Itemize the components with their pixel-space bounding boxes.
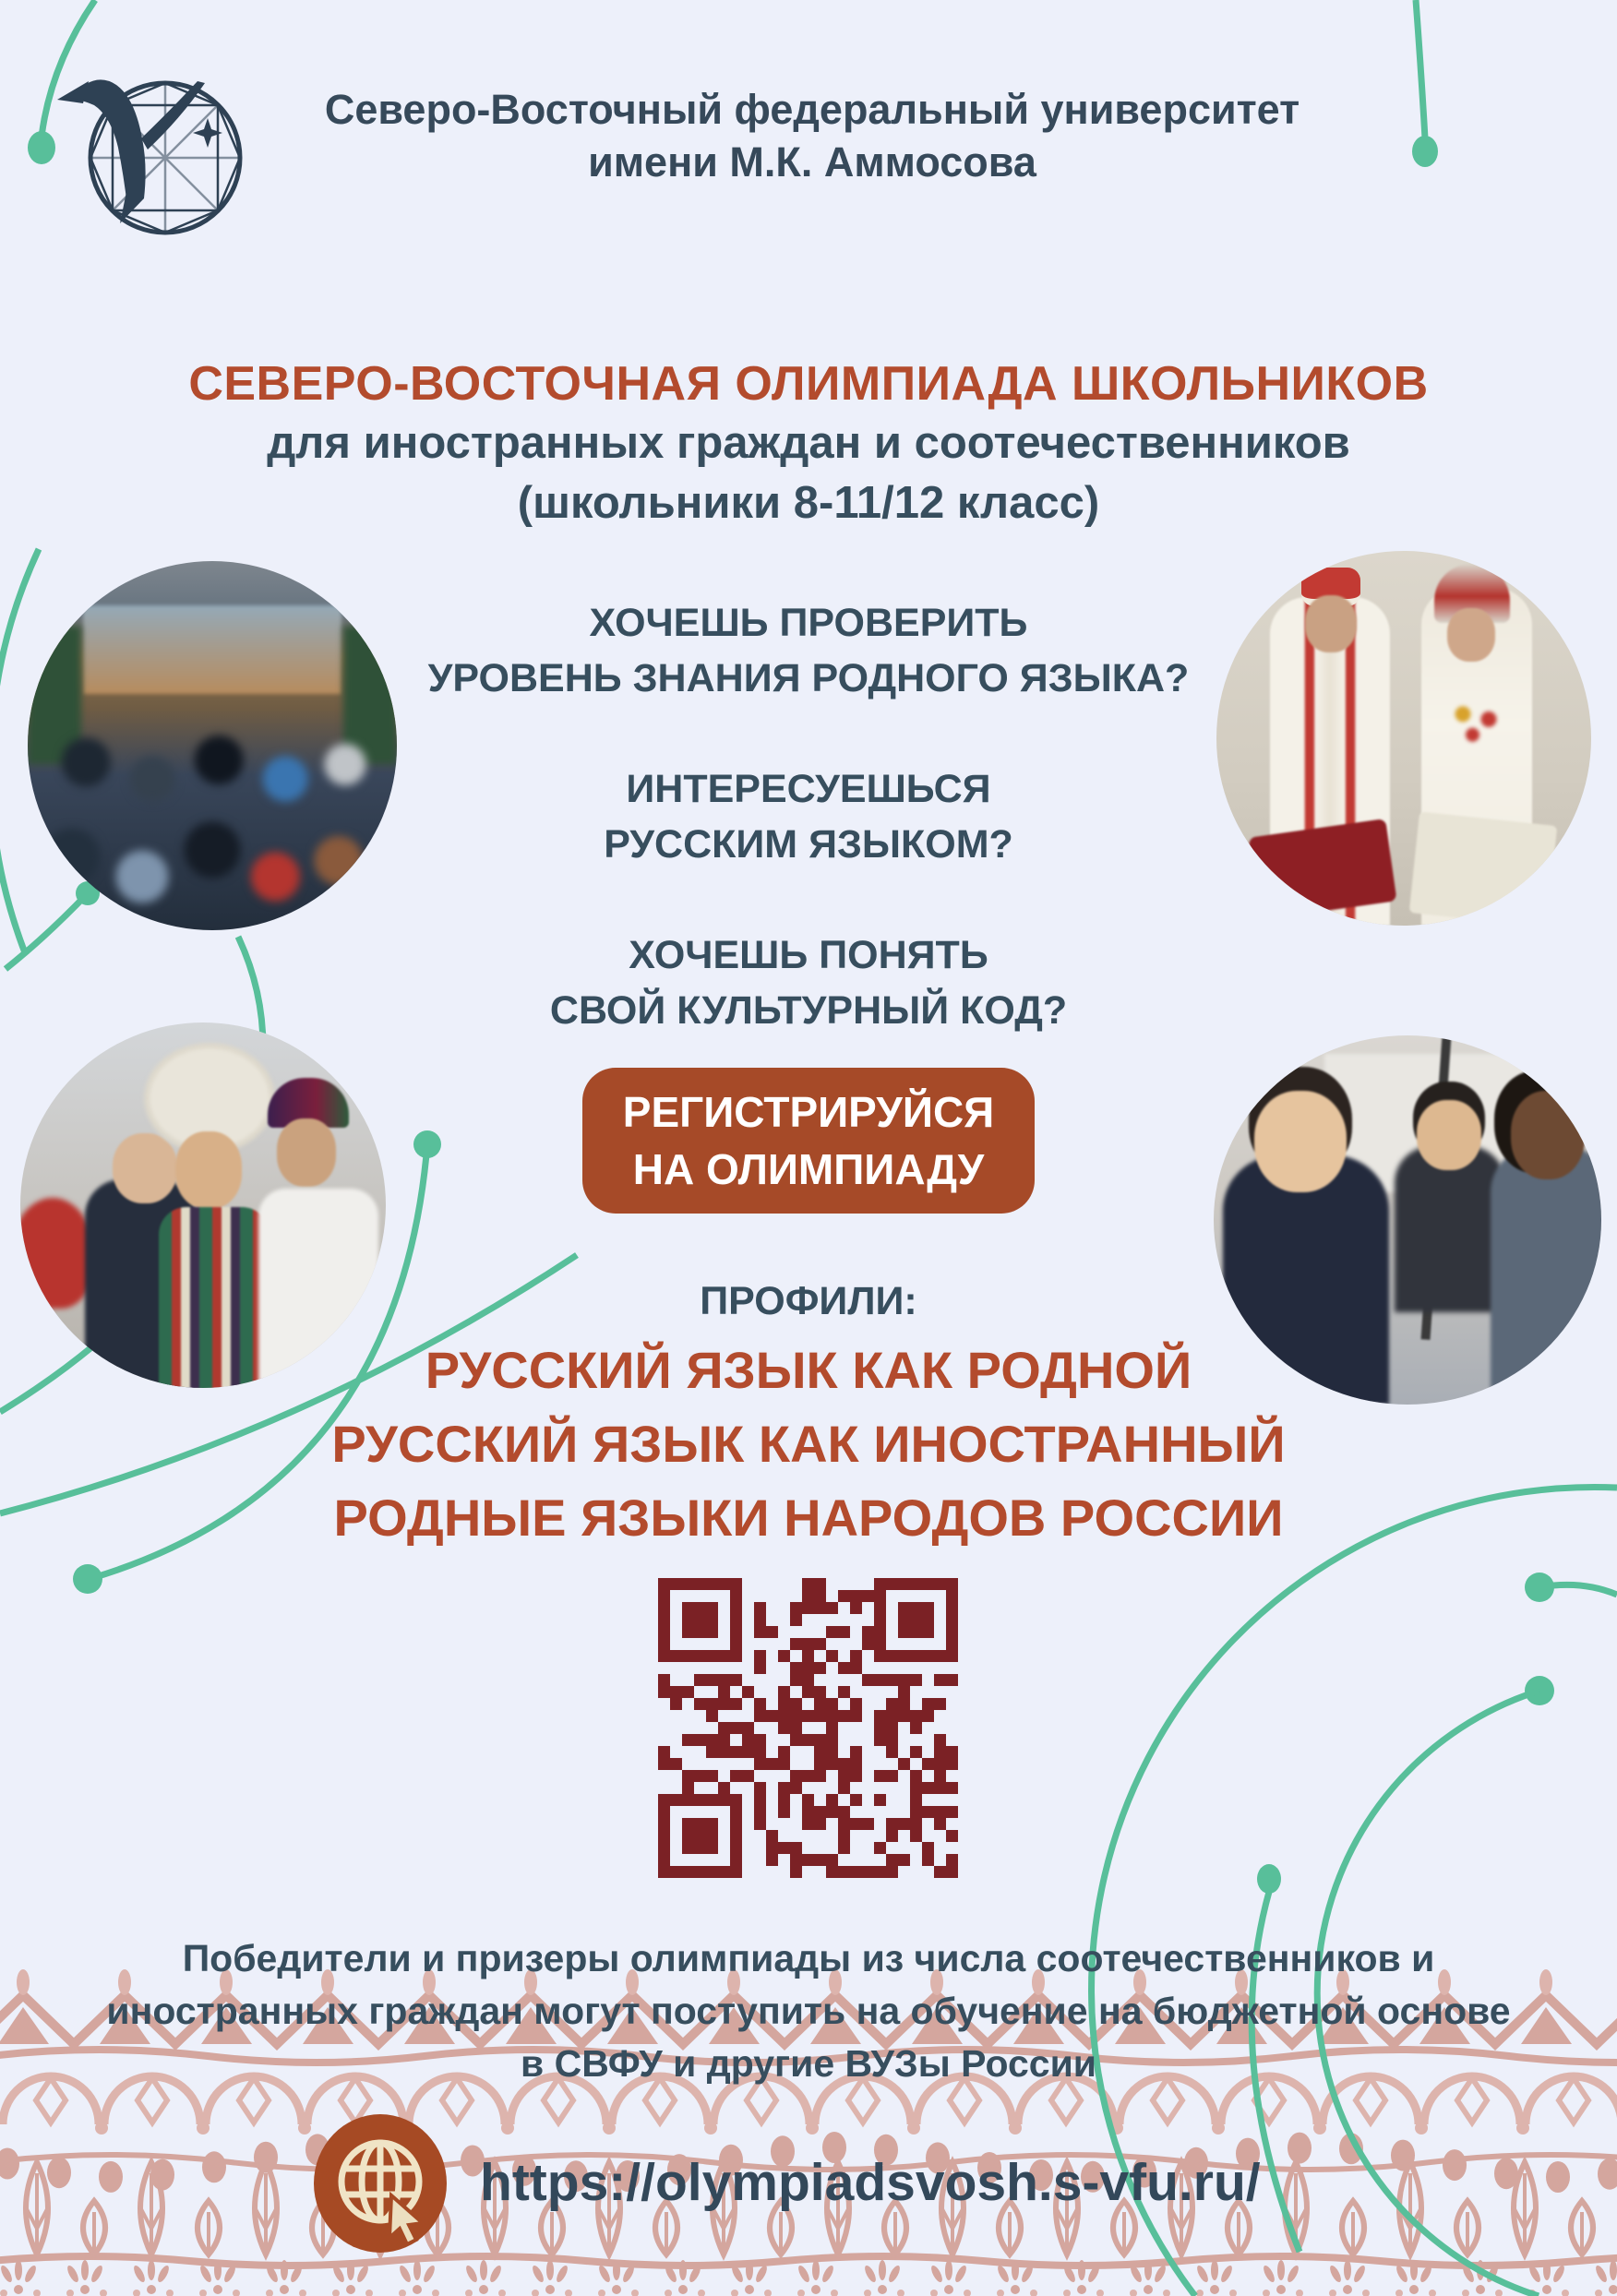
photo-figure (1417, 1100, 1481, 1170)
register-button-line1: РЕГИСТРИРУЙСЯ (622, 1088, 995, 1136)
photo-figure (277, 1118, 336, 1187)
register-button-line2: НА ОЛИМПИАДУ (632, 1145, 985, 1193)
question-native-language-line2: УРОВЕНЬ ЗНАНИЯ РОДНОГО ЯЗЫКА? (427, 656, 1190, 700)
footer-note-line1: Победители и призеры олимпиады из числа соотечественников и (182, 1937, 1435, 1979)
question-culture-line1: ХОЧЕШЬ ПОНЯТЬ (629, 933, 988, 977)
question-russian-line2: РУССКИМ ЯЗЫКОМ? (604, 822, 1013, 867)
question-culture-line2: СВОЙ КУЛЬТУРНЫЙ КОД? (549, 988, 1068, 1033)
footer-note-line3: в СВФУ и другие ВУЗы России (520, 2042, 1096, 2085)
photo-figure (175, 1131, 242, 1209)
university-name (277, 83, 1348, 188)
qr-code (658, 1578, 958, 1878)
question-native-language-line1: ХОЧЕШЬ ПРОВЕРИТЬ (589, 601, 1028, 645)
photo-figure (1254, 1091, 1347, 1192)
website-url[interactable]: https://olympiadsvosh.s-vfu.ru/ (480, 2153, 1261, 2212)
question-russian-line1: ИНТЕРЕСУЕШЬСЯ (626, 767, 991, 811)
profile-native-languages: РОДНЫЕ ЯЗЫКИ НАРОДОВ РОССИИ (333, 1489, 1284, 1547)
university-name-line2: имени М.К. Аммосова (588, 138, 1036, 185)
photo-figure (1443, 699, 1508, 750)
footer-note-line2: иностранных граждан могут поступить на обучение на бюджетной основе (106, 1990, 1511, 2032)
university-name-line1: Северо-Восточный федеральный университет (324, 86, 1300, 133)
globe-cursor-icon[interactable] (314, 2114, 447, 2253)
poster-grade-range: (школьники 8-11/12 класс) (517, 478, 1100, 528)
profile-russian-native: РУССКИЙ ЯЗЫК КАК РОДНОЙ (425, 1341, 1192, 1399)
profiles-heading: ПРОФИЛИ: (700, 1279, 917, 1323)
photo-figure (1511, 1091, 1585, 1179)
svfu-bird-diamond-logo (44, 44, 261, 252)
photo-figure (113, 1133, 177, 1203)
poster-title: СЕВЕРО-ВОСТОЧНАЯ ОЛИМПИАДА ШКОЛЬНИКОВ (188, 357, 1429, 411)
register-button[interactable] (582, 1068, 1035, 1214)
photo-traditional-hats (20, 1022, 386, 1388)
poster-subtitle: для иностранных граждан и соотечественников (267, 418, 1350, 468)
profile-russian-foreign: РУССКИЙ ЯЗЫК КАК ИНОСТРАННЫЙ (331, 1415, 1286, 1473)
